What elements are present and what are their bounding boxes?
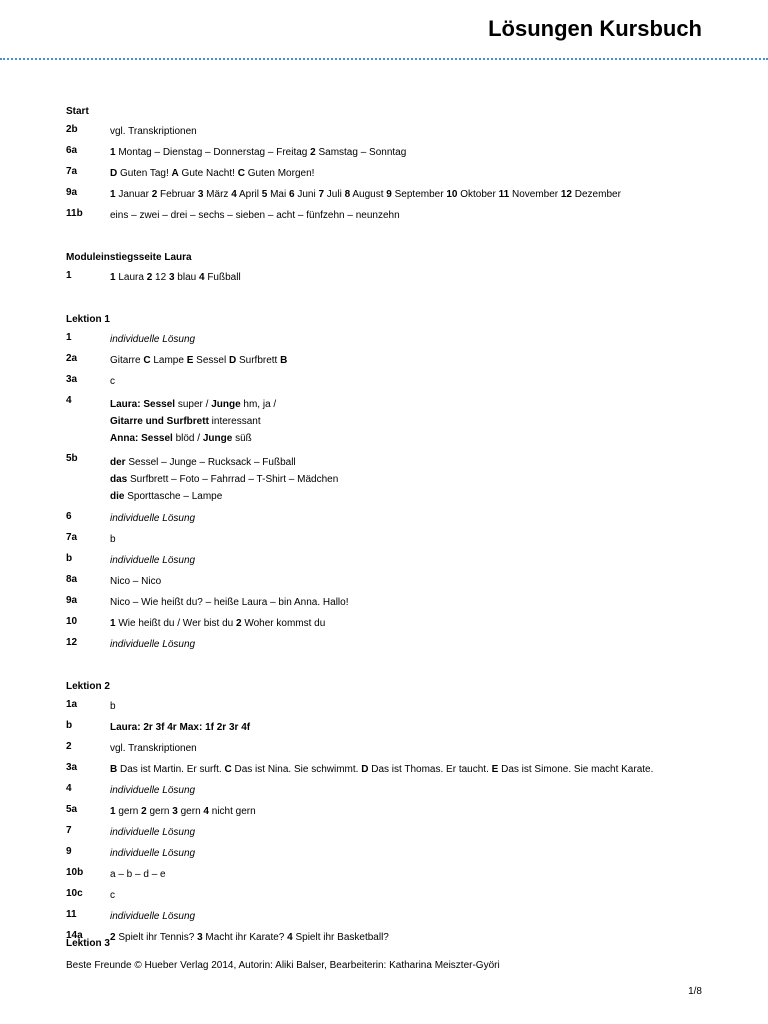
answer-text: individuelle Lösung [110, 827, 196, 838]
answer-line [110, 454, 726, 471]
exercise-number: 6a [66, 145, 78, 156]
answer-text: 2 [235, 618, 242, 629]
answer-text: 5 [261, 189, 268, 200]
answer-text: 1 [110, 147, 116, 158]
exercise-row [66, 742, 726, 756]
answer-text: Nico – Nico [110, 576, 162, 587]
exercise-answer [110, 826, 726, 840]
answer-line [110, 333, 726, 347]
answer-text: super / [175, 399, 212, 410]
exercise-row [66, 721, 726, 735]
answer-text: Dezember [572, 189, 621, 200]
answer-line [110, 638, 726, 652]
section-title: Lektion 1 [66, 314, 110, 325]
answer-text: individuelle Lösung [110, 334, 196, 345]
answer-text: Spielt ihr Tennis? [115, 932, 198, 943]
exercise-row [66, 354, 726, 368]
answer-text: 11 [498, 189, 510, 200]
exercise-number: 14a [66, 930, 83, 941]
exercise-number: 10 [66, 616, 78, 627]
answer-text: 1 [110, 806, 116, 817]
answer-text: 2 [110, 932, 116, 943]
exercise-number: 9a [66, 595, 78, 606]
answer-text: b [110, 534, 116, 545]
exercise-answer [110, 700, 726, 714]
exercise-row [66, 763, 726, 777]
answer-text: individuelle Lösung [110, 911, 196, 922]
answer-line [110, 430, 726, 447]
exercise-answer [110, 354, 726, 368]
exercise-row [66, 931, 726, 945]
page-header [0, 0, 768, 64]
exercise-answer [110, 554, 726, 568]
answer-line [110, 826, 726, 840]
answer-text: E [491, 764, 499, 775]
answer-text: Fußball [204, 272, 241, 283]
exercise-answer [110, 868, 726, 882]
answer-text: C [224, 764, 232, 775]
answer-text: April [236, 189, 262, 200]
answer-text: blöd / [172, 433, 203, 444]
answer-text: 1 [110, 189, 116, 200]
answer-text: Das ist Simone. Sie macht Karate. [498, 764, 654, 775]
answer-text: a – b – d – e [110, 869, 166, 880]
exercise-row [66, 826, 726, 840]
exercise-answer [110, 125, 726, 139]
exercise-number: 7a [66, 532, 78, 543]
answer-line [110, 271, 726, 285]
answer-text: November [509, 189, 561, 200]
answer-text: Gitarre [110, 355, 144, 366]
exercise-row [66, 512, 726, 526]
answer-text: süß [232, 433, 252, 444]
answer-line [110, 910, 726, 924]
exercise-answer [110, 333, 726, 347]
answer-text: b [110, 701, 116, 712]
answer-text: individuelle Lösung [110, 785, 196, 796]
answer-text: 12 [560, 189, 572, 200]
answer-text: B [110, 764, 118, 775]
answer-text: die [110, 491, 125, 502]
answer-text: 12 [152, 272, 169, 283]
answer-text: c [110, 376, 115, 387]
answer-line [110, 533, 726, 547]
answer-line [110, 847, 726, 861]
exercise-answer [110, 638, 726, 652]
exercise-number: 5a [66, 804, 78, 815]
exercise-row [66, 868, 726, 882]
answer-text: August [350, 189, 387, 200]
answer-text: Woher kommst du [241, 618, 326, 629]
answer-text: 3 [172, 806, 178, 817]
document-title: Lösungen Kursbuch [488, 16, 702, 41]
answer-text: eins – zwei – drei – sechs – sieben – acht – fünfzehn – neunzehn [110, 210, 400, 221]
exercise-answer [110, 146, 726, 160]
exercise-row [66, 554, 726, 568]
answer-text: Laura: [110, 722, 141, 733]
answer-text: Mai [267, 189, 289, 200]
answer-text: Surfbrett – Foto – Fahrrad – T-Shirt – Mädchen [127, 474, 339, 485]
section-title: Start [66, 106, 89, 117]
answer-text: September [391, 189, 447, 200]
exercise-number: 6 [66, 511, 72, 522]
answer-text: D [110, 168, 118, 179]
answer-line [110, 784, 726, 798]
exercise-row [66, 617, 726, 631]
answer-text: 2 [310, 147, 316, 158]
answer-line [110, 931, 726, 945]
answer-line [110, 471, 726, 488]
answer-text: Das ist Nina. Sie schwimmt. [231, 764, 362, 775]
answer-text: 8 [344, 189, 351, 200]
answer-line [110, 512, 726, 526]
answer-line [110, 375, 726, 389]
answer-text: Das ist Martin. Er surft. [117, 764, 225, 775]
exercise-number: 7 [66, 825, 72, 836]
exercise-number: 2 [66, 741, 72, 752]
exercise-answer [110, 805, 726, 819]
exercise-row [66, 209, 726, 223]
answer-text: Samstag – Sonntag [315, 147, 407, 158]
answer-line [110, 125, 726, 139]
exercise-answer [110, 454, 726, 505]
answer-text: 2 [141, 806, 147, 817]
answer-text: B [280, 355, 288, 366]
exercise-answer [110, 167, 726, 181]
answer-line [110, 488, 726, 505]
exercise-answer [110, 271, 726, 285]
answer-text: Guten Morgen! [244, 168, 315, 179]
answer-text: individuelle Lösung [110, 848, 196, 859]
answer-text: Surfbrett [236, 355, 281, 366]
answer-line [110, 617, 726, 631]
exercise-row [66, 396, 726, 447]
answer-text: c [110, 890, 115, 901]
exercise-answer [110, 396, 726, 447]
exercise-row [66, 910, 726, 924]
answer-text: 2 [146, 272, 153, 283]
exercise-row [66, 596, 726, 610]
exercise-row [66, 167, 726, 181]
answer-text: das [110, 474, 128, 485]
answer-line [110, 554, 726, 568]
answer-text: Sporttasche – Lampe [124, 491, 223, 502]
answer-text: individuelle Lösung [110, 555, 196, 566]
exercise-row [66, 125, 726, 139]
answer-text: März [203, 189, 232, 200]
exercise-number: b [66, 720, 73, 731]
exercise-answer [110, 931, 726, 945]
exercise-row [66, 847, 726, 861]
exercise-row [66, 889, 726, 903]
exercise-answer [110, 742, 726, 756]
exercise-row [66, 700, 726, 714]
answer-line [110, 805, 726, 819]
answer-text: Wie heißt du / Wer bist du [115, 618, 236, 629]
answer-line [110, 209, 726, 223]
answer-text: 4 [203, 806, 209, 817]
header-dotted-rule [0, 58, 768, 60]
answer-line [110, 763, 726, 777]
answer-line [110, 721, 726, 735]
exercise-number: 12 [66, 637, 78, 648]
answer-text: Spielt ihr Basketball? [292, 932, 389, 943]
section-start [66, 105, 726, 223]
exercise-number: 3a [66, 374, 78, 385]
section-title-lektion-3: Lektion 3 [66, 938, 110, 949]
answer-text: individuelle Lösung [110, 513, 196, 524]
answer-line [110, 188, 726, 202]
exercise-number: 10b [66, 867, 84, 878]
exercise-answer [110, 617, 726, 631]
answer-text: interessant [208, 416, 261, 427]
exercise-number: 8a [66, 574, 78, 585]
section-lektion-2 [66, 680, 726, 945]
exercise-row [66, 638, 726, 652]
exercise-row [66, 146, 726, 160]
exercise-number: 11 [66, 909, 77, 920]
exercise-row [66, 575, 726, 589]
answer-text: 4 [198, 272, 205, 283]
exercise-number: b [66, 553, 73, 564]
answer-text: 9 [386, 189, 392, 200]
answer-text: 7 [318, 189, 325, 200]
answer-text: Guten Tag! [117, 168, 172, 179]
exercise-number: 4 [66, 395, 72, 406]
exercise-row [66, 333, 726, 347]
answer-text: C [143, 355, 151, 366]
answer-text: 3 [197, 189, 204, 200]
answer-text: Montag – Dienstag – Donnerstag – Freitag [115, 147, 311, 158]
exercise-answer [110, 763, 726, 777]
answer-text: Max: [179, 722, 203, 733]
answer-text: Februar [157, 189, 198, 200]
exercise-answer [110, 596, 726, 610]
exercise-answer [110, 533, 726, 547]
answer-text: hm, ja / [240, 399, 277, 410]
exercise-row [66, 805, 726, 819]
exercise-number: 11b [66, 208, 83, 219]
exercise-answer [110, 847, 726, 861]
answer-text: Macht ihr Karate? [202, 932, 288, 943]
exercise-number: 1a [66, 699, 78, 710]
answer-line [110, 146, 726, 160]
answer-line [110, 868, 726, 882]
section-moduleinstiegsseite-laura [66, 251, 726, 285]
answer-line [110, 889, 726, 903]
exercise-answer [110, 209, 726, 223]
answer-text: Juni [294, 189, 319, 200]
exercise-number: 2b [66, 124, 78, 135]
exercise-row [66, 271, 726, 285]
answer-text: gern [177, 806, 204, 817]
answer-text: D [228, 355, 237, 366]
answer-text: 6 [289, 189, 295, 200]
answer-text: nicht gern [208, 806, 256, 817]
exercise-number: 1 [66, 332, 72, 343]
answer-line [110, 700, 726, 714]
answer-line [110, 575, 726, 589]
answer-line [110, 742, 726, 756]
answer-text: Juli [324, 189, 345, 200]
answer-line [110, 167, 726, 181]
exercise-number: 7a [66, 166, 78, 177]
answer-text: 4 [231, 189, 237, 200]
section-title: Moduleinstiegsseite Laura [66, 252, 192, 263]
answer-text: Gitarre und Surfbrett [110, 416, 209, 427]
footer-copyright: Beste Freunde © Hueber Verlag 2014, Autorin: Aliki Balser, Bearbeiterin: Katharina Meiszter-Györi [66, 960, 500, 971]
answer-text: Junge [202, 433, 233, 444]
section-title: Lektion 2 [66, 681, 110, 692]
answer-key-content [66, 105, 726, 973]
answer-text: vgl. Transkriptionen [110, 126, 197, 137]
exercise-row [66, 454, 726, 505]
exercise-row [66, 533, 726, 547]
exercise-answer [110, 889, 726, 903]
answer-text: D [361, 764, 369, 775]
exercise-answer [110, 375, 726, 389]
answer-text: 1 [110, 618, 116, 629]
answer-text: Sessel [193, 355, 229, 366]
exercise-row [66, 375, 726, 389]
answer-line [110, 596, 726, 610]
section-lektion-1 [66, 313, 726, 652]
answer-text: 3 [168, 272, 175, 283]
answer-text: vgl. Transkriptionen [110, 743, 197, 754]
answer-line [110, 354, 726, 368]
exercise-number: 9 [66, 846, 72, 857]
answer-text: Das ist Thomas. Er taucht. [368, 764, 492, 775]
answer-line [110, 396, 726, 413]
answer-line [110, 413, 726, 430]
answer-text: blau [174, 272, 199, 283]
answer-text: Laura: Sessel [110, 399, 176, 410]
exercise-answer [110, 512, 726, 526]
exercise-number: 10c [66, 888, 83, 899]
answer-text: Junge [211, 399, 241, 410]
answer-text: 2 [151, 189, 158, 200]
exercise-number: 4 [66, 783, 72, 794]
answer-text: Lampe [150, 355, 187, 366]
exercise-row [66, 784, 726, 798]
answer-text: Nico – Wie heißt du? – heiße Laura – bin Anna. Hallo! [110, 597, 349, 608]
answer-text: Sessel – Junge – Rucksack – Fußball [125, 457, 296, 468]
exercise-number: 9a [66, 187, 78, 198]
exercise-number: 3a [66, 762, 78, 773]
answer-text: Januar [115, 189, 152, 200]
answer-text: A [171, 168, 179, 179]
exercise-number: 2a [66, 353, 78, 364]
exercise-answer [110, 910, 726, 924]
exercise-answer [110, 188, 726, 202]
exercise-number: 5b [66, 453, 78, 464]
answer-text: der [110, 457, 126, 468]
answer-text: E [186, 355, 194, 366]
answer-text: 1f 2r 3r 4f [205, 722, 251, 733]
answer-text: 1 [110, 272, 116, 283]
exercise-number: 1 [66, 270, 72, 281]
answer-text: gern [146, 806, 173, 817]
page-number: 1/8 [688, 986, 702, 997]
exercise-row [66, 188, 726, 202]
answer-text: 3 [197, 932, 203, 943]
exercise-answer [110, 575, 726, 589]
exercise-answer [110, 784, 726, 798]
exercise-answer [110, 721, 726, 735]
answer-text: 4 [287, 932, 293, 943]
answer-text: Anna: Sessel [110, 433, 173, 444]
answer-text: individuelle Lösung [110, 639, 196, 650]
answer-text: 2r 3f 4r [143, 722, 177, 733]
answer-text: Laura [115, 272, 147, 283]
answer-text: Gute Nacht! [178, 168, 238, 179]
answer-text: gern [115, 806, 142, 817]
answer-text: C [237, 168, 245, 179]
answer-text: Oktober [457, 189, 499, 200]
answer-text: 10 [446, 189, 458, 200]
